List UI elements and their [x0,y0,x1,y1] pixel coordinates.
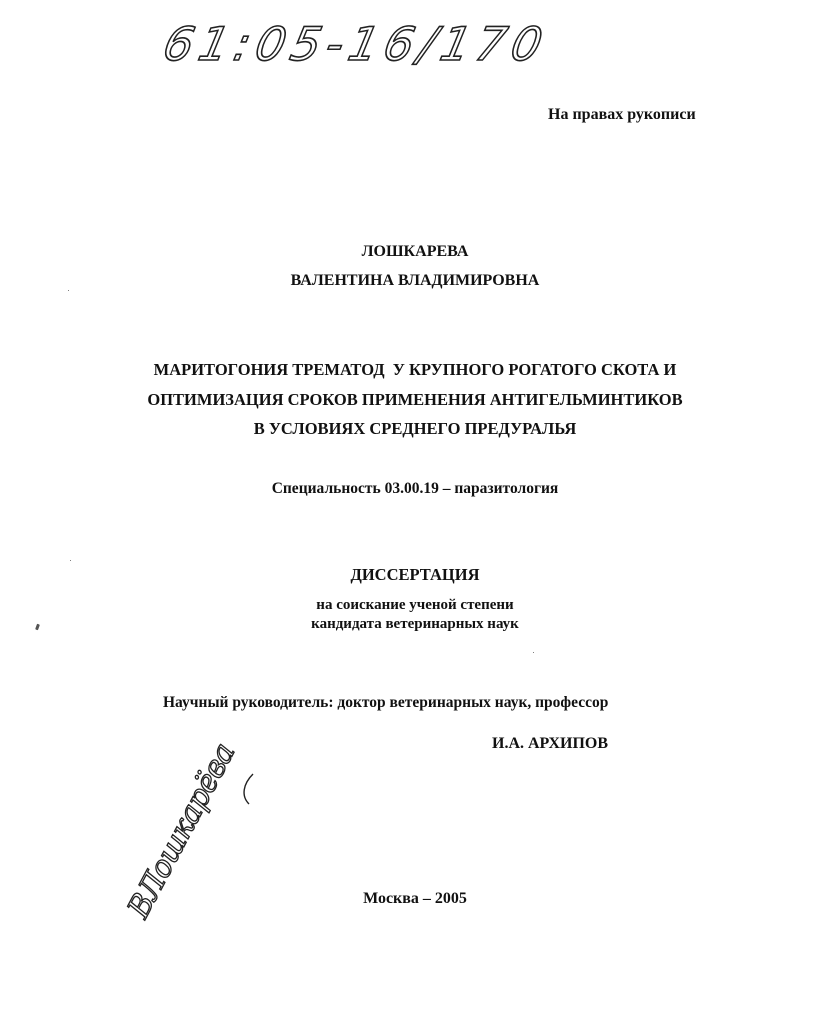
scan-speck [68,290,69,291]
title-line-3: В УСЛОВИЯХ СРЕДНЕГО ПРЕДУРАЛЬЯ [253,419,577,438]
handwritten-archive-code [158,8,553,78]
manuscript-note: На правах рукописи [548,106,696,123]
author-signature [121,738,275,930]
author-given-names: ВАЛЕНТИНА ВЛАДИМИРОВНА [290,272,540,289]
place-year: Москва – 2005 [363,890,467,907]
signature-text: ВЛошкарёва [121,738,243,924]
archive-code-text: 61:05-16/170 [158,17,553,71]
supervisor-label: Научный руководитель: доктор ветеринарных наук, профессор [163,694,609,711]
title-line-1: МАРИТОГОНИЯ ТРЕМАТОД У КРУПНОГО РОГАТОГО СКОТА И [153,360,677,379]
author-surname: ЛОШКАРЕВА [361,243,469,260]
supervisor-name: И.А. АРХИПОВ [492,735,609,752]
scan-speck [533,652,534,653]
title-line-2: ОПТИМИЗАЦИЯ СРОКОВ ПРИМЕНЕНИЯ АНТИГЕЛЬМИНТИКОВ [147,390,683,409]
document-type: ДИССЕРТАЦИЯ [350,565,480,584]
specialty: Специальность 03.00.19 – паразитология [271,480,559,497]
degree-line-2: кандидата ветеринарных наук [311,616,519,632]
scan-speck [70,560,71,561]
degree-line-1: на соискание ученой степени [316,597,514,613]
